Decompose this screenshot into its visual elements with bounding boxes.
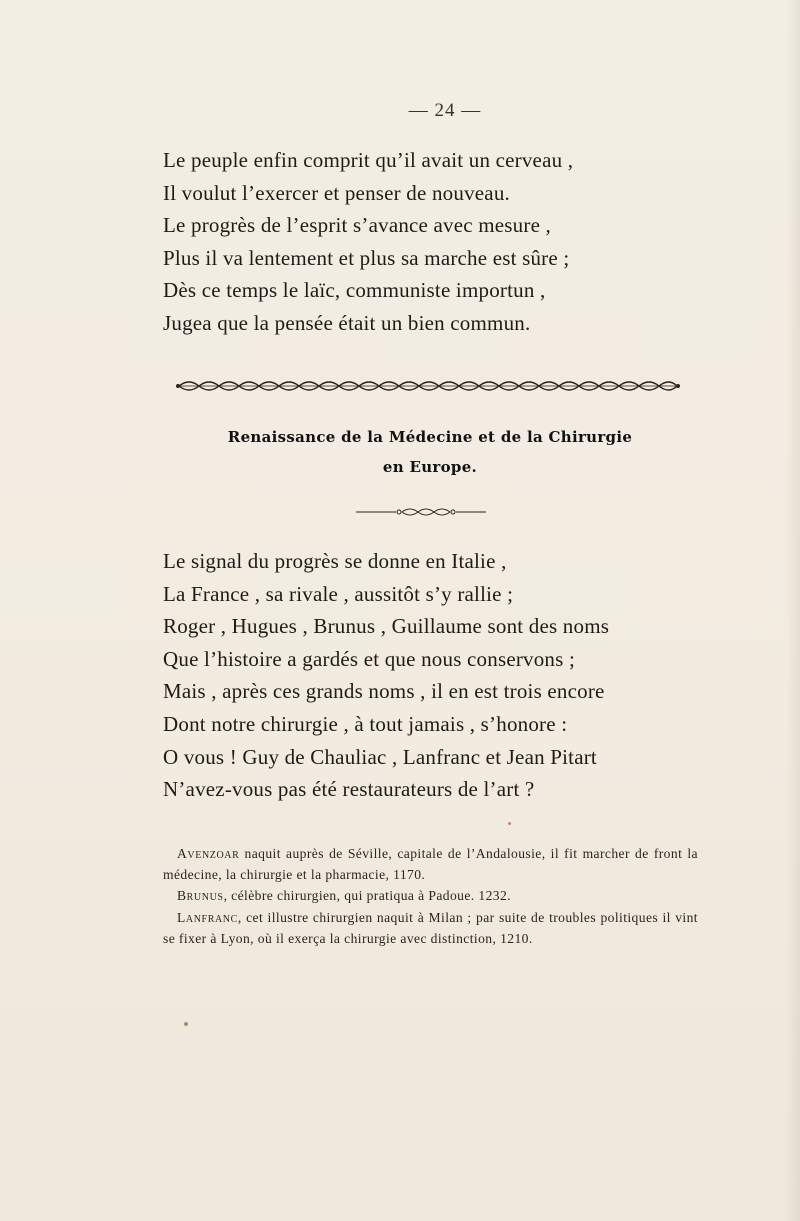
verse-line: Dès ce temps le laïc, communiste importun , bbox=[163, 278, 546, 303]
ornament-rule-icon bbox=[175, 378, 681, 394]
stanza-2 bbox=[163, 545, 663, 806]
paper-speck bbox=[184, 1022, 188, 1026]
verse-line: Le peuple enfin comprit qu’il avait un cerveau , bbox=[163, 148, 574, 172]
verse-line: N’avez-vous pas été restaurateurs de l’art ? bbox=[163, 777, 535, 802]
footnotes bbox=[163, 843, 698, 949]
verse-line: Que l’histoire a gardés et que nous conservons ; bbox=[163, 646, 575, 671]
footnote-name: Lanfranc bbox=[177, 909, 238, 925]
verse-line: O vous ! Guy de Chauliac , Lanfranc et Jean Pitart bbox=[163, 744, 597, 769]
verse-line: La France , sa rivale , aussitôt s’y rallie ; bbox=[163, 581, 514, 606]
verse-line: Le signal du progrès se donne en Italie , bbox=[163, 549, 507, 573]
verse-line: Il voulut l’exercer et penser de nouveau. bbox=[163, 180, 510, 205]
footnote-text: , cet illustre chirurgien naquit à Milan ; par suite de troubles politiques il vint se fixer à Lyon, où il exerça la chirurgie avec distinction, 1210. bbox=[163, 909, 698, 946]
paper-speck bbox=[508, 822, 511, 825]
footnote bbox=[163, 843, 698, 885]
verse-line: Dont notre chirurgie , à tout jamais , s’honore : bbox=[163, 711, 568, 736]
section-heading-line-2: en Europe. bbox=[382, 458, 478, 476]
section-heading bbox=[180, 422, 680, 482]
footnote bbox=[163, 885, 698, 906]
verse-line: Mais , après ces grands noms , il en est trois encore bbox=[163, 679, 605, 704]
verse-line: Plus il va lentement et plus sa marche est sûre ; bbox=[163, 245, 570, 270]
verse-line: Jugea que la pensée était un bien commun. bbox=[163, 310, 531, 335]
footnote-name: Avenzoar bbox=[177, 846, 240, 861]
footnote-text: naquit auprès de Séville, capitale de l’Andalousie, il fit marcher de front la médecine, la chirurgie et la pharmacie, 1170. bbox=[163, 846, 698, 883]
footnote-text: , célèbre chirurgien, qui pratiqua à Padoue. 1232. bbox=[223, 888, 511, 904]
page-number: — 24 — bbox=[408, 100, 482, 121]
small-ornament-icon bbox=[356, 506, 486, 518]
verse-line: Roger , Hugues , Brunus , Guillaume sont des noms bbox=[163, 614, 610, 639]
verse-line: Le progrès de l’esprit s’avance avec mesure , bbox=[163, 213, 551, 238]
page-edge-shadow bbox=[786, 0, 800, 1221]
footnote bbox=[163, 907, 698, 949]
stanza-1 bbox=[163, 144, 663, 340]
footnote-name: Brunus bbox=[177, 888, 224, 904]
section-heading-line-1: Renaissance de la Médecine et de la Chirurgie bbox=[227, 428, 633, 446]
